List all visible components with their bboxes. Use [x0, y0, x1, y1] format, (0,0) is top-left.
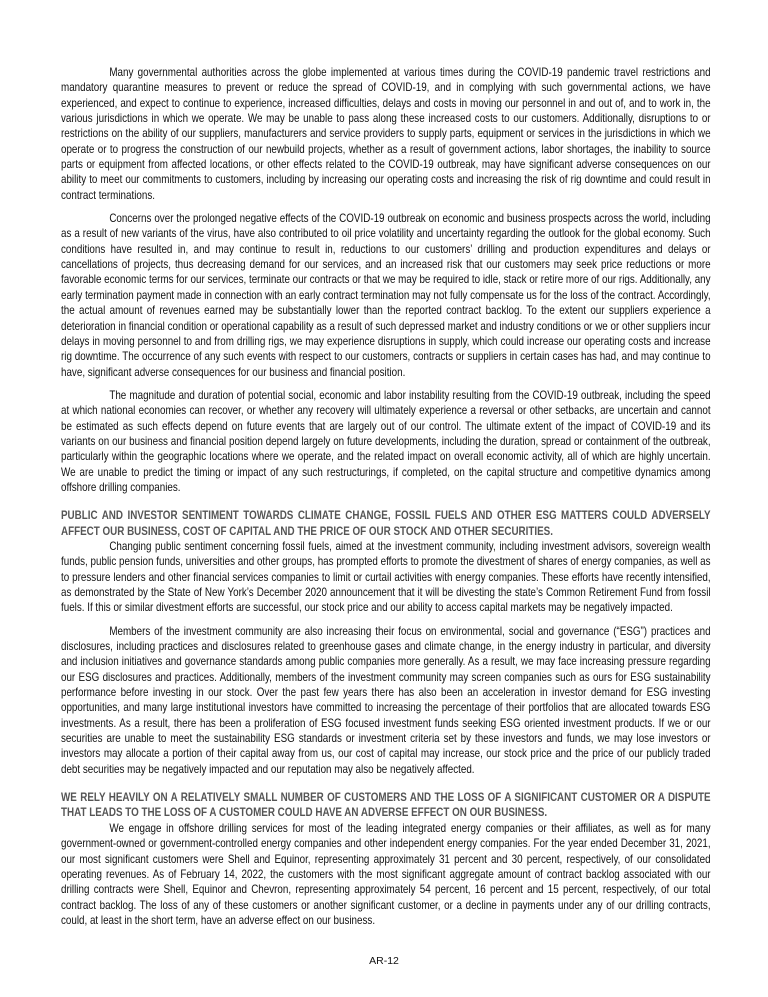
paragraph: The magnitude and duration of potential social, economic and labor instability resulting from the COVID-19 outbreak, including the speed at which national economies can recover, or whether any recovery will ultimately experience a reversal or other setbacks, are uncertain and cannot be estimated as such effects depend on future events that are largely out of our control. The ultimate extent of the impact of COVID-19 and its variants on our business and financial position depend largely on future developments, including the duration, spread or containment of the outbreak, particularly within the geographic locations where we operate, and the related impact on overall economic activity, all of which are highly uncertain. We are unable to predict the timing or impact of any such restructurings, if completed, on the capital structure and competitive dynamics among offshore drilling companies.: [61, 388, 711, 494]
paragraph: Concerns over the prolonged negative effects of the COVID-19 outbreak on economic and business prospects across the world, including as a result of new variants of the virus, have also contributed to oil price volatility and uncertainty regarding the outlook for the global economy. Such conditions have resulted in, and may continue to result in, reductions to our customers’ drilling and production expenditures and delays or cancellations of projects, thus decreasing demand for our services, and an increased risk that our customers may seek price reductions or more favorable economic terms for our services, terminate our contracts or that we may be required to idle, stack or retire more of our rigs. Additionally, any early termination payment made in connection with an early contract termination may not fully compensate us for the loss of the contract. Accordingly, the actual amount of revenues earned may be substantially lower than the reported contract backlog. To the extent our suppliers experience a deterioration in financial condition or operational capability as a result of such depressed market and industry conditions or we or other suppliers incur delays in moving personnel to and from drilling rigs, we may experience disruptions in supply, which could increase our operating costs and increase rig downtime. The occurrence of any such events with respect to our customers, contracts or suppliers in certain cases has had, and may continue to have, significant adverse consequences for our business and financial position.: [61, 212, 711, 379]
paragraph: Members of the investment community are also increasing their focus on environmental, social and governance (“ESG”) practices and disclosures, including practices and disclosures related to greenhouse gases and climate change, in the energy industry in particular, and diversity and inclusion initiatives and governance standards among public companies more generally. As a result, we may face increasing pressure regarding our ESG disclosures and practices. Additionally, members of the investment community may screen companies such as ours for ESG sustainability performance before investing in our stock. Over the past few years there has also been an acceleration in investor demand for ESG investing opportunities, and many large institutional investors have committed to increasing the percentage of their portfolios that are allocated towards ESG investments. As a result, there has been a proliferation of ESG focused investment funds seeking ESG oriented investment products. If we or our securities are unable to meet the sustainability ESG standards or investment criteria set by these investors and funds, we may lose investors or investors may allocate a portion of their capital away from us, our cost of capital may increase, our stock price and the price of our publicly traded debt securities may be negatively impacted and our reputation may also be negatively affected.: [61, 624, 711, 776]
paragraph: Many governmental authorities across the globe implemented at various times during the COVID-19 pandemic travel restrictions and mandatory quarantine measures to prevent or reduce the spread of COVID-19, and in complying with such governmental actions, we have experienced, and expect to continue to experience, increased difficulties, delays and costs in moving our personnel in and out of, and to work in, the various jurisdictions in which we operate. We may be unable to pass along these increased costs to our customers. Additionally, disruptions to or restrictions on the ability of our suppliers, manufacturers and service providers to supply parts, equipment or services in the jurisdictions in which we operate or to progress the construction of our newbuild projects, whether as a result of government actions, labor shortages, the inability to source parts or equipment from affected locations, or other effects related to the COVID-19 outbreak, may have significant adverse consequences on our ability to meet our commitments to customers, including by increasing our operating costs and increasing the risk of rig downtime and could result in contract terminations.: [61, 66, 711, 202]
section-heading: PUBLIC AND INVESTOR SENTIMENT TOWARDS CLIMATE CHANGE, FOSSIL FUELS AND OTHER ESG MATTERS COULD ADVERSELY AFFECT OUR BUSINESS, COST OF CAPITAL AND THE PRICE OF OUR STOCK AND OTHER SECURITIES.: [61, 509, 711, 538]
paragraph: We engage in offshore drilling services for most of the leading integrated energy companies or their affiliates, as well as for many government-owned or government-controlled energy companies and other independent energy companies. For the year ended December 31, 2021, our most significant customers were Shell and Equinor, representing approximately 31 percent and 30 percent, respectively, of our consolidated operating revenues. As of February 14, 2022, the customers with the most significant aggregate amount of contract backlog associated with our drilling contracts were Shell, Equinor and Chevron, representing approximately 54 percent, 16 percent and 15 percent, respectively, of our total contract backlog. The loss of any of these customers or another significant customer, or a decline in payments under any of our drilling contracts, could, at least in the short term, have an adverse effect on our business.: [61, 821, 711, 927]
paragraph: Changing public sentiment concerning fossil fuels, aimed at the investment community, including investment advisors, sovereign wealth funds, public pension funds, universities and other groups, has prompted efforts to promote the divestment of shares of energy companies, as well as to pressure lenders and other financial services companies to limit or curtail activities with energy companies. These efforts have recently intensified, as demonstrated by the State of New York’s December 2020 announcement that it will be divesting the state’s Common Retirement Fund from fossil fuels. If this or similar divestment efforts are successful, our stock price and our ability to access capital markets may be negatively impacted.: [61, 539, 711, 615]
document-body: [61, 65, 711, 936]
page-number: AR-12: [369, 955, 399, 967]
section-heading: WE RELY HEAVILY ON A RELATIVELY SMALL NUMBER OF CUSTOMERS AND THE LOSS OF A SIGNIFICANT CUSTOMER OR A DISPUTE THAT LEADS TO THE LOSS OF A CUSTOMER COULD HAVE AN ADVERSE EFFECT ON OUR BUSINESS.: [61, 791, 711, 820]
